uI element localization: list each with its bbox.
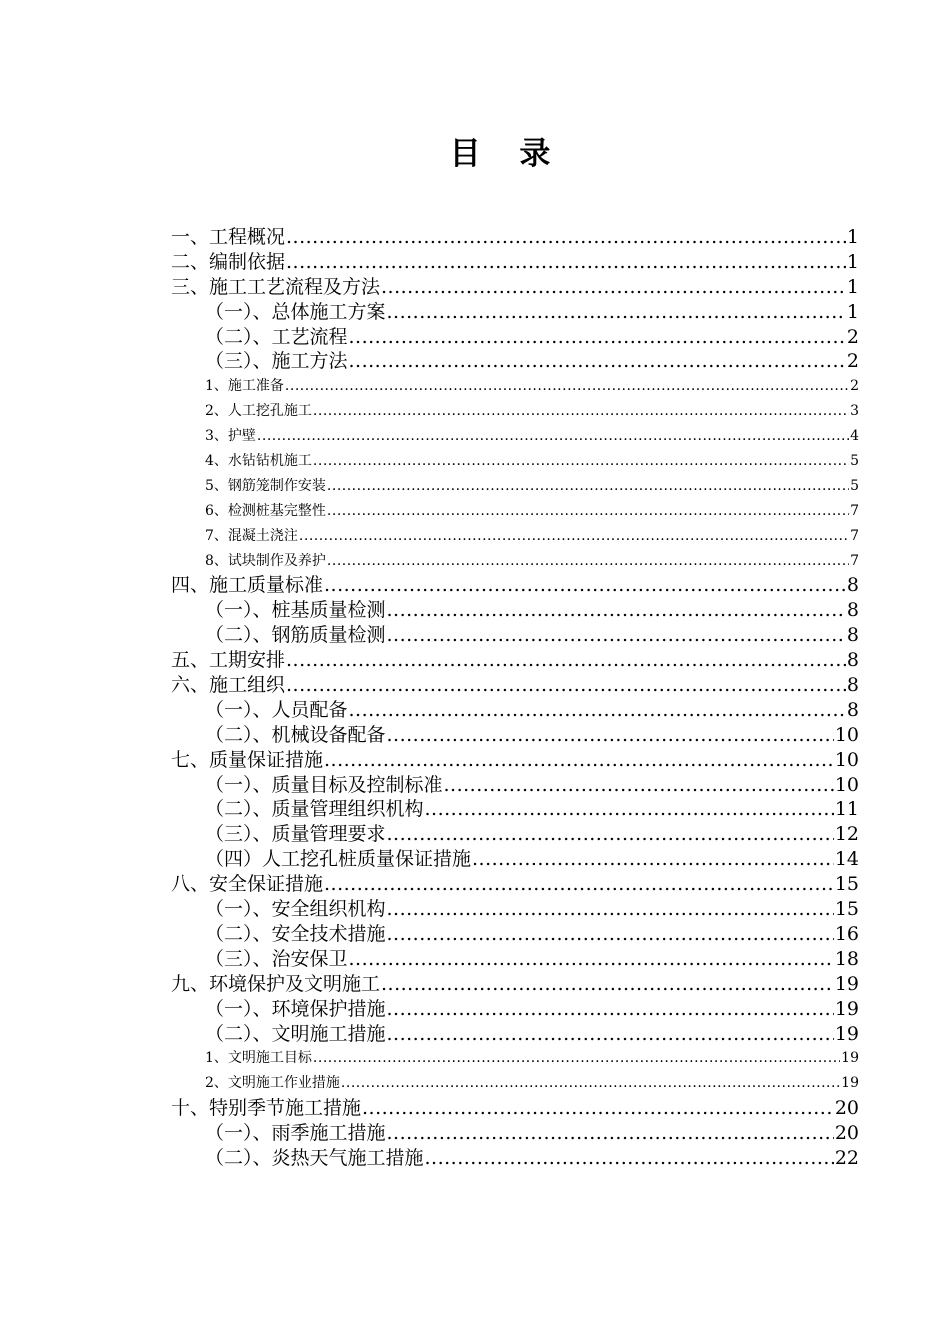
toc-entry[interactable] [171, 748, 859, 773]
toc-entry[interactable] [171, 723, 859, 748]
toc-entry-label: 九、环境保护及文明施工 [171, 972, 381, 995]
toc-entry[interactable] [171, 374, 859, 399]
toc-entry-label: 六、施工组织 [171, 674, 286, 697]
toc-entry-label: （一）、安全组织机构 [205, 898, 386, 921]
toc-entry-page-number: 12 [834, 823, 859, 846]
toc-leader-dots [349, 349, 846, 374]
toc-entry-page-number: 5 [850, 453, 859, 470]
toc-leader-dots [286, 673, 846, 698]
toc-entry-label: （四）人工挖孔桩质量保证措施 [205, 848, 472, 871]
toc-entry[interactable] [171, 972, 859, 997]
toc-entry-page-number: 10 [834, 773, 859, 796]
toc-leader-dots [387, 1022, 834, 1047]
toc-entry-page-number: 8 [846, 599, 859, 622]
toc-leader-dots [387, 623, 846, 648]
table-of-contents [171, 225, 859, 1171]
toc-entry[interactable] [171, 449, 859, 474]
toc-entry[interactable] [171, 424, 859, 449]
toc-entry-label: 一、工程概况 [171, 226, 286, 248]
toc-entry-page-number: 1 [846, 226, 859, 248]
toc-entry[interactable] [171, 773, 859, 798]
toc-leader-dots [349, 325, 846, 350]
toc-entry-page-number: 7 [850, 527, 859, 544]
toc-entry[interactable] [171, 325, 859, 350]
toc-entry[interactable] [171, 1046, 859, 1071]
toc-entry-label: 2、文明施工作业措施 [205, 1075, 340, 1092]
toc-entry-label: （一）、环境保护措施 [205, 997, 386, 1020]
toc-entry-page-number: 20 [834, 1122, 859, 1145]
toc-leader-dots [444, 773, 834, 798]
toc-entry-page-number: 18 [834, 947, 859, 970]
toc-entry-page-number: 8 [846, 649, 859, 672]
toc-entry-page-number: 19 [841, 1075, 859, 1092]
toc-entry-label: 四、施工质量标准 [171, 574, 324, 597]
toc-leader-dots [387, 822, 834, 847]
toc-leader-dots [387, 1121, 834, 1146]
toc-entry[interactable] [171, 598, 859, 623]
toc-leader-dots [324, 573, 846, 598]
toc-entry[interactable] [171, 1071, 859, 1096]
toc-entry[interactable] [171, 474, 859, 499]
page-title: 目 录 [449, 136, 565, 172]
toc-leader-dots [327, 549, 849, 574]
toc-leader-dots [257, 424, 849, 449]
toc-entry-label: 五、工期安排 [171, 649, 286, 672]
toc-entry-label: （二）、钢筋质量检测 [205, 624, 386, 647]
toc-entry[interactable] [171, 573, 859, 598]
toc-entry-page-number: 7 [850, 502, 859, 519]
toc-entry[interactable] [171, 349, 859, 374]
toc-entry-page-number: 20 [834, 1097, 859, 1120]
toc-entry[interactable] [171, 897, 859, 922]
toc-entry[interactable] [171, 872, 859, 897]
toc-entry-label: 1、施工准备 [205, 378, 284, 395]
toc-entry-page-number: 2 [850, 378, 859, 395]
toc-leader-dots [324, 748, 834, 773]
toc-entry-page-number: 2 [846, 325, 859, 348]
toc-leader-dots [349, 947, 834, 972]
toc-entry-label: 三、施工工艺流程及方法 [171, 275, 381, 298]
toc-entry-label: （一）、总体施工方案 [205, 300, 386, 323]
toc-entry-label: 二、编制依据 [171, 250, 286, 273]
toc-entry[interactable] [171, 549, 859, 574]
toc-leader-dots [425, 797, 834, 822]
toc-leader-dots [286, 648, 846, 673]
toc-entry-page-number: 2 [846, 350, 859, 373]
toc-leader-dots [349, 698, 846, 723]
toc-entry[interactable] [171, 947, 859, 972]
toc-entry-page-number: 7 [850, 552, 859, 569]
toc-entry-page-number: 11 [834, 798, 859, 821]
toc-entry[interactable] [171, 399, 859, 424]
toc-entry-page-number: 1 [846, 250, 859, 273]
toc-entry-page-number: 8 [846, 674, 859, 697]
toc-entry[interactable] [171, 997, 859, 1022]
toc-entry-label: 8、试块制作及养护 [205, 552, 326, 569]
toc-leader-dots [313, 449, 849, 474]
toc-entry-page-number: 8 [846, 574, 859, 597]
toc-leader-dots [285, 374, 849, 399]
toc-entry[interactable] [171, 1096, 859, 1121]
toc-entry[interactable] [171, 1146, 859, 1171]
toc-entry-label: （二）、安全技术措施 [205, 922, 386, 945]
toc-entry-page-number: 10 [834, 748, 859, 771]
toc-entry[interactable] [171, 1022, 859, 1047]
toc-leader-dots [341, 1071, 840, 1096]
toc-entry-label: （一）、质量目标及控制标准 [205, 773, 443, 796]
toc-entry-label: （三）、质量管理要求 [205, 823, 386, 846]
toc-entry[interactable] [171, 698, 859, 723]
toc-entry[interactable] [171, 797, 859, 822]
toc-entry-label: （三）、施工方法 [205, 350, 348, 373]
toc-leader-dots [313, 1046, 840, 1071]
toc-entry-page-number: 19 [834, 972, 859, 995]
toc-entry-page-number: 19 [834, 1022, 859, 1045]
toc-entry-page-number: 15 [834, 898, 859, 921]
toc-entry-label: （二）、工艺流程 [205, 325, 348, 348]
toc-entry-label: （一）、人员配备 [205, 698, 348, 721]
toc-entry-label: 1、文明施工目标 [205, 1050, 312, 1067]
toc-leader-dots [327, 499, 849, 524]
toc-leader-dots [362, 1096, 834, 1121]
toc-leader-dots [313, 399, 849, 424]
toc-leader-dots [381, 275, 846, 300]
toc-leader-dots [299, 524, 849, 549]
toc-entry[interactable] [171, 225, 859, 250]
toc-entry[interactable] [171, 524, 859, 549]
toc-leader-dots [387, 897, 834, 922]
toc-entry-page-number: 1 [846, 275, 859, 298]
toc-entry-label: （一）、雨季施工措施 [205, 1122, 386, 1145]
toc-leader-dots [286, 225, 846, 250]
toc-entry-page-number: 8 [846, 698, 859, 721]
toc-entry-label: （三）、治安保卫 [205, 947, 348, 970]
toc-entry-page-number: 4 [850, 428, 859, 445]
toc-entry[interactable] [171, 250, 859, 275]
toc-entry-label: 十、特别季节施工措施 [171, 1097, 362, 1120]
toc-entry-label: 3、护壁 [205, 428, 256, 445]
toc-entry-page-number: 19 [841, 1050, 859, 1067]
toc-entry-label: 七、质量保证措施 [171, 748, 324, 771]
toc-leader-dots [387, 300, 846, 325]
toc-leader-dots [387, 997, 834, 1022]
toc-entry[interactable] [171, 648, 859, 673]
toc-entry[interactable] [171, 822, 859, 847]
toc-entry-label: 2、人工挖孔施工 [205, 403, 312, 420]
toc-entry[interactable] [171, 623, 859, 648]
toc-entry[interactable] [171, 1121, 859, 1146]
toc-entry-label: （二）、炎热天气施工措施 [205, 1146, 424, 1169]
toc-entry-page-number: 19 [834, 997, 859, 1020]
toc-leader-dots [387, 598, 846, 623]
toc-entry-label: 八、安全保证措施 [171, 873, 324, 896]
toc-entry-label: 7、混凝土浇注 [205, 527, 298, 544]
toc-entry-label: （二）、质量管理组织机构 [205, 798, 424, 821]
toc-entry-page-number: 16 [834, 922, 859, 945]
toc-entry-page-number: 14 [834, 848, 859, 871]
toc-leader-dots [327, 474, 849, 499]
toc-entry-page-number: 1 [846, 300, 859, 323]
toc-entry-page-number: 15 [834, 873, 859, 896]
toc-entry-label: （二）、文明施工措施 [205, 1022, 386, 1045]
toc-leader-dots [324, 872, 834, 897]
toc-entry-page-number: 10 [834, 723, 859, 746]
toc-entry[interactable] [171, 275, 859, 300]
toc-entry[interactable] [171, 300, 859, 325]
toc-leader-dots [425, 1146, 834, 1171]
toc-entry[interactable] [171, 847, 859, 872]
toc-entry[interactable] [171, 499, 859, 524]
toc-entry-page-number: 3 [850, 403, 859, 420]
toc-entry-page-number: 8 [846, 624, 859, 647]
toc-entry-label: 4、水钻钻机施工 [205, 453, 312, 470]
toc-leader-dots [381, 972, 834, 997]
toc-leader-dots [472, 847, 834, 872]
toc-leader-dots [387, 922, 834, 947]
toc-entry-label: 6、检测桩基完整性 [205, 502, 326, 519]
toc-leader-dots [286, 250, 846, 275]
toc-entry-page-number: 22 [834, 1146, 859, 1169]
toc-entry-page-number: 5 [850, 477, 859, 494]
toc-entry-label: 5、钢筋笼制作安装 [205, 477, 326, 494]
toc-leader-dots [387, 723, 834, 748]
toc-entry[interactable] [171, 922, 859, 947]
toc-entry-label: （二）、机械设备配备 [205, 723, 386, 746]
toc-entry-label: （一）、桩基质量检测 [205, 599, 386, 622]
toc-entry[interactable] [171, 673, 859, 698]
